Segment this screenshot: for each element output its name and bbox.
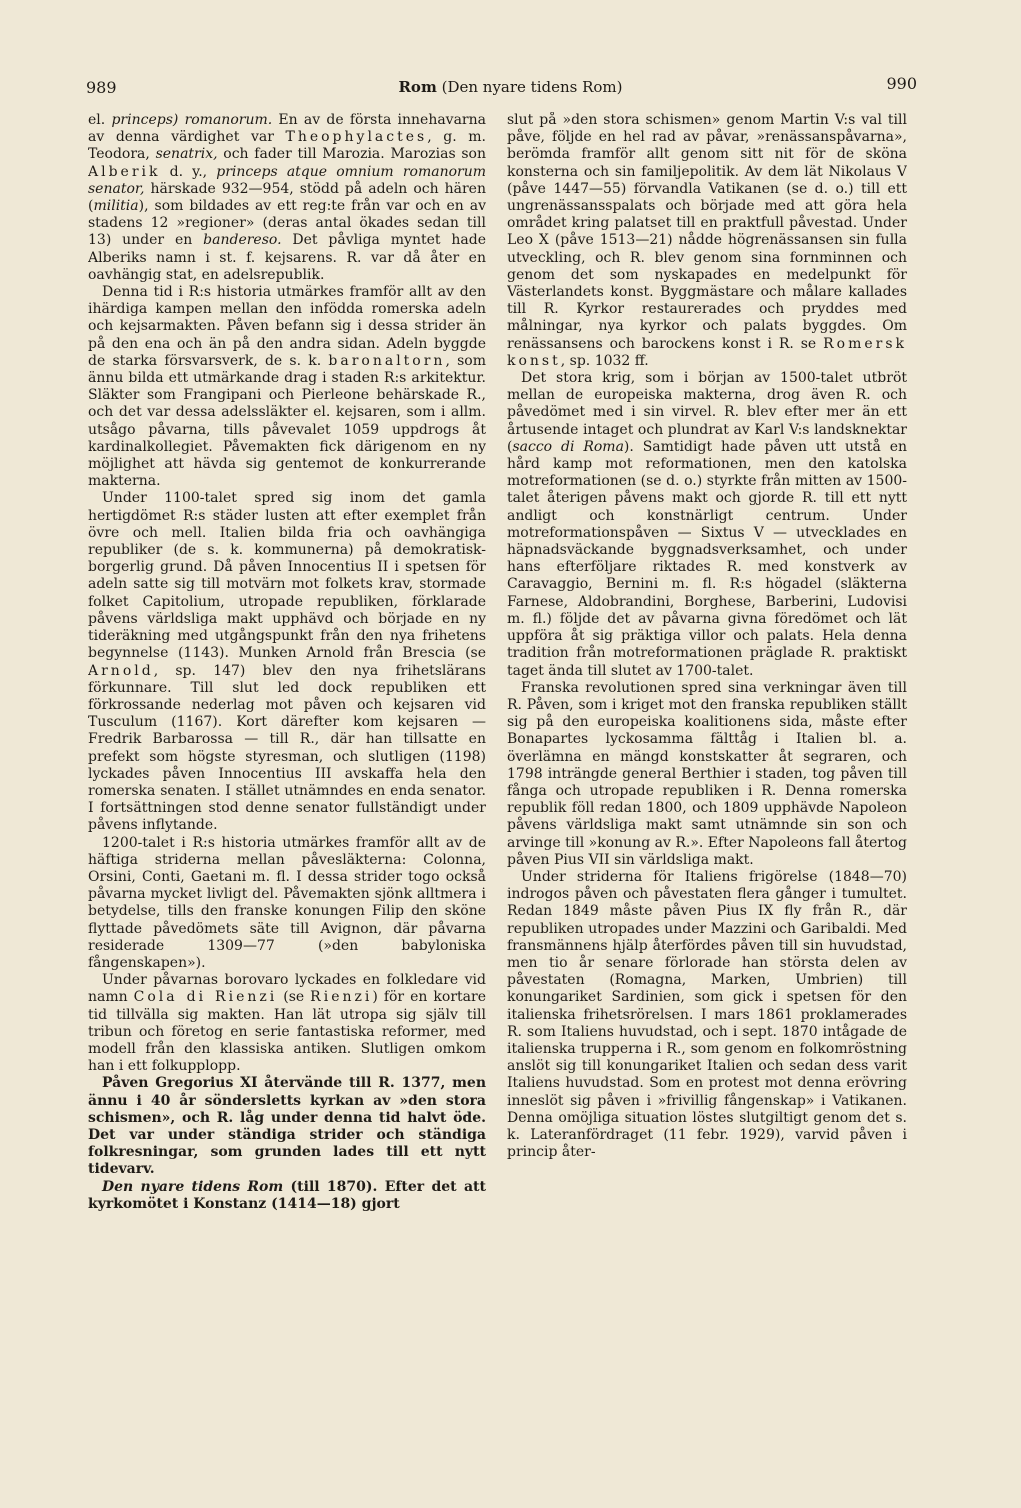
paragraph: Påven Gregorius XI återvände till R. 1377, men ännu i 40 år söndersletts kyrkan av »den stora schismen», och R. låg under denna tid halvt öde. Det var under ständiga strider och ständiga folkresningar, som grunden lades till ett nytt tidevarv. — [88, 1075, 486, 1178]
paragraph: 1200-talet i R:s historia utmärkes framför allt av de häftiga striderna mellan påvesläkterna: Colonna, Orsini, Conti, Gaetani m. fl. I dessa strider togo också påvarna mycket livligt del. Påvemakten sjönk alltmera i betydelse, tills den franske konungen Filip den sköne flyttade påvedömets säte till Avignon, där påvarna residerade 1309—77 (»den babyloniska fångenskapen»). — [88, 834, 486, 971]
paragraph: el. princeps) romanorum. En av de första innehavarna av denna värdighet var Theophylactes, g. m. Teodora, senatrix, och fader till Marozia. Marozias son Alberik d. y., princeps atque omnium romanorum senator, härskade 932—954, stödd på adeln och hären (militia), som bildades av ett reg:te från var och en av stadens 12 »regioner» (deras antal ökades sedan till 13) under en bandereso. Det påvliga myntet hade Alberiks namn i st. f. kejsarens. R. var då åter en oavhängig stat, en adelsrepublik. — [88, 112, 486, 283]
paragraph: slut på »den stora schismen» genom Martin V:s val till påve, följde en hel rad av påvar, »renässanspåvarna», berömda framför allt genom sitt nit för de sköna konsterna och sin familjepolitik. Av dem lät Nikolaus V (påve 1447—55) förvandla Vatikanen (se d. o.) till ett ungrenässansspalats och började med att göra hela området kring palatset till en praktfull påvestad. Under Leo X (påve 1513—21) nådde högrenässansen sin fulla utveckling, och R. blev genom sina fornminnen och genom det som nyskapades en medelpunkt för Västerlandets konst. Byggmästare och målare kallades till R. Kyrkor restaurerades och pryddes med målningar, nya kyrkor och palats byggdes. Om renässansens och barockens konst i R. se Romersk konst, sp. 1032 ff. — [507, 112, 907, 369]
running-title — [0, 78, 1021, 96]
section-heading-paragraph: Den nyare tidens Rom (till 1870). Efter det att kyrkomötet i Konstanz (1414—18) gjort — [88, 1178, 486, 1212]
page-number-left: 989 — [86, 78, 117, 97]
running-title-main: Rom — [398, 78, 437, 96]
page-header — [0, 72, 1021, 102]
paragraph: Under striderna för Italiens frigörelse (1848—70) indrogos påven och påvestaten flera gånger i tumultet. Redan 1849 måste påven Pius IX fly från R., där republiken utropades under Mazzini och Garibaldi. Med fransmännens hjälp återfördes påven till sin huvudstad, men tio år senare förlorade han största delen av påvestaten (Romagna, Marken, Umbrien) till konungariket Sardinien, som gick i spetsen för den italienska frihetsrörelsen. I mars 1861 proklamerades R. som Italiens huvudstad, och i sept. 1870 intågade de italienska trupperna i R., som genom en folkomröstning anslöt sig till konungariket Italien och sedan dess varit Italiens huvudstad. Som en protest mot denna erövring inneslöt sig påven i »frivillig fångenskap» i Vatikanen. Denna omöjliga situation löstes slutgiltigt genom det s. k. Lateranfördraget (11 febr. 1929), varvid påven i princip åter- — [507, 868, 907, 1161]
paragraph: Det stora krig, som i början av 1500-talet utbröt mellan de europeiska makterna, drog även R. och påvedömet med i sin virvel. R. blev efter mer än ett årtusende intaget och plundrat av Karl V:s landsknektar (sacco di Roma). Samtidigt hade påven utt utstå en hård kamp mot reformationen, men den katolska motreformationen (se d. o.) styrkte från mitten av 1500-talet återigen påvens makt och gjorde R. till ett nytt andligt och konstnärligt centrum. Under motreformationspåven — Sixtus V — utvecklades en häpnadsväckande byggnadsverksamhet, och under hans efterföljare riktades R. med konstverk av Caravaggio, Bernini m. fl. R:s högadel (släkterna Farnese, Aldobrandini, Borghese, Barberini, Ludovisi m. fl.) följde det av påvarna givna föredömet och lät uppföra åt sig präktiga villor och palats. Hela denna tradition från motreformationen präglade R. praktiskt taget ända till slutet av 1700-talet. — [507, 370, 907, 679]
page-number-right: 990 — [886, 74, 917, 93]
paragraph: Under 1100-talet spred sig inom det gamla hertigdömet R:s städer lusten att efter exemplet från övre och mell. Italien bilda fria och oavhängiga republiker (de s. k. kommunerna) på demokratisk-borgerlig grund. Då påven Innocentius II i spetsen för adeln satte sig till motvärn mot folkets krav, stormade folket Capitolium, utropade republiken, förklarade påvens världsliga makt upphävd och började en ny tideräkning med utgångspunkt från den nya frihetens begynnelse (1143). Munken Arnold från Brescia (se Arnold, sp. 147) blev den nya frihetslärans förkunnare. Till slut led dock republiken ett förkrossande nederlag mot påven och kejsaren vid Tusculum (1167). Kort därefter kom kejsaren — Fredrik Barbarossa — till R., där han tillsatte en prefekt som högste styresman, och slutligen (1198) lyckades påven Innocentius III avskaffa hela den romerska senaten. I stället utnämndes en enda senator. I fortsättningen stod denne senator fullständigt under påvens inflytande. — [88, 490, 486, 834]
paragraph: Franska revolutionen spred sina verkningar även till R. Påven, som i kriget mot den franska republiken ställt sig på den europeiska koalitionens sida, måste efter Bonapartes lyckosamma fälttåg i Italien bl. a. överlämna en mängd konstskatter åt segraren, och 1798 inträngde general Berthier i staden, tog påven till fånga och utropade republiken i R. Denna romerska republik föll redan 1800, och 1809 upphävde Napoleon påvens världsliga makt samt utnämnde sin son och arvinge till »konung av R.». Efter Napoleons fall återtog påven Pius VII sin världsliga makt. — [507, 679, 907, 868]
running-title-sub: (Den nyare tidens Rom) — [441, 78, 623, 96]
right-column — [507, 112, 907, 1412]
paragraph: Denna tid i R:s historia utmärkes framför allt av den ihärdiga kampen mellan den infödda romerska adeln och kejsarmakten. Påven befann sig i dessa strider än på den ena och än på den andra sidan. Adeln byggde de starka försvarsverk, de s. k. baronaltorn, som ännu bilda ett utmärkande drag i staden R:s arkitektur. Släkter som Frangipani och Pierleone behärskade R., och det var dessa adelssläkter el. kejsaren, som i allm. utsågo påvarna, tills påvevalet 1059 uppdrogs åt kardinalkollegiet. Påvemakten fick därigenom en ny möjlighet att hävda sig gentemot de konkurrerande makterna. — [88, 284, 486, 490]
left-column — [88, 112, 486, 1412]
paragraph: Under påvarnas borovaro lyckades en folkledare vid namn Cola di Rienzi (se Rienzi) för en kortare tid tillvälla sig makten. Han lät utropa sig själv till tribun och företog en serie fantastiska reformer, med modell från den klassiska antiken. Slutligen omkom han i ett folkupplopp. — [88, 972, 486, 1075]
